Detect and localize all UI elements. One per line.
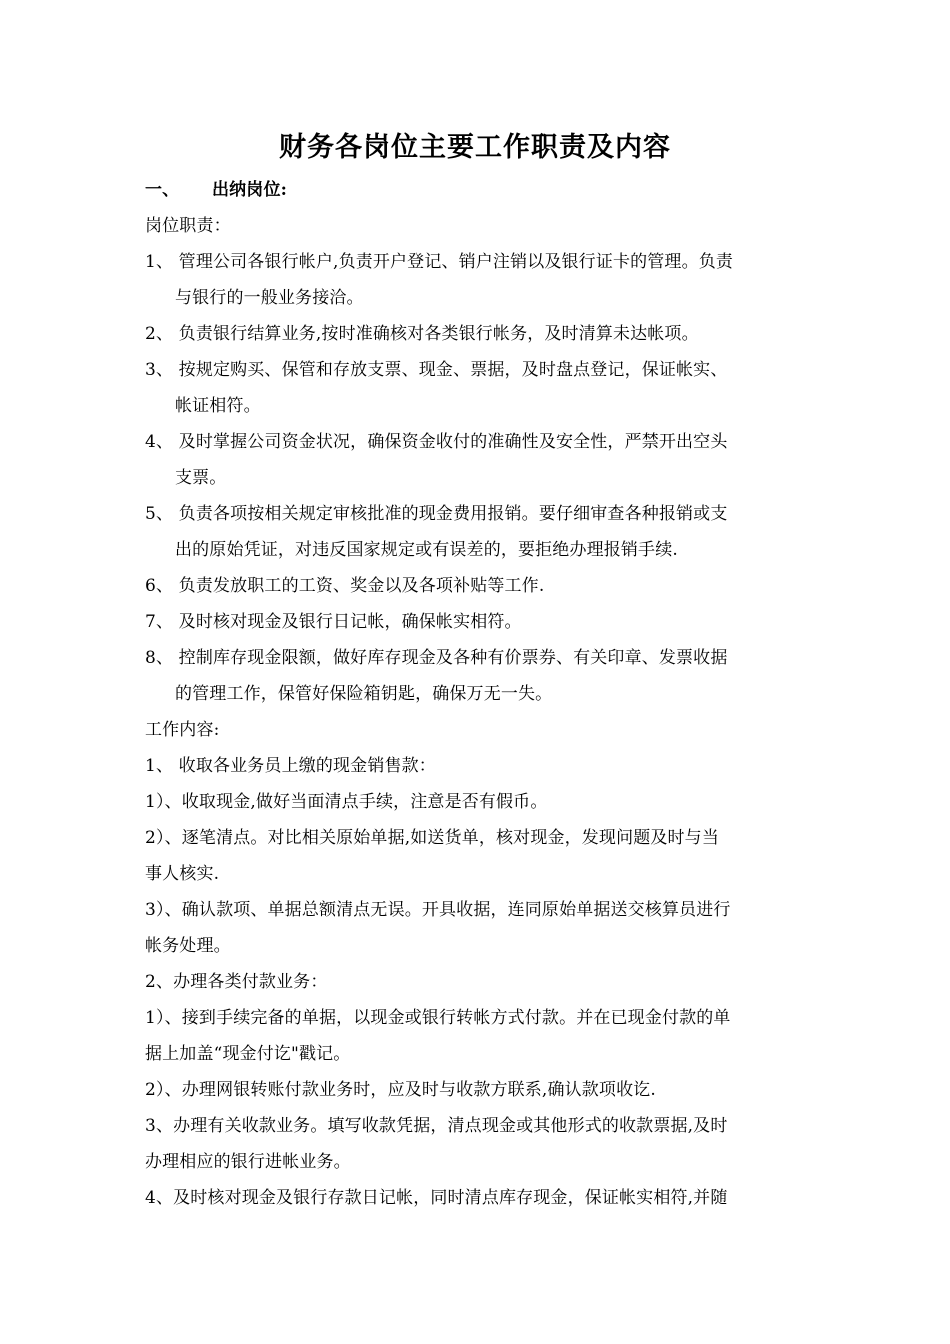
content-line: 办理相应的银行进帐业务。 (145, 1152, 351, 1172)
duty-line: 的管理工作，保管好保险箱钥匙，确保万无一失。 (175, 684, 553, 704)
content-line: 事人核实. (145, 864, 220, 884)
section-number: 一、 (145, 180, 180, 200)
content-line: 帐务处理。 (145, 936, 231, 956)
content-line: 1）、收取现金,做好当面清点手续，注意是否有假币。 (145, 792, 548, 812)
duty-line: 3、 按规定购买、保管和存放支票、现金、票据，及时盘点登记，保证帐实、 (145, 360, 728, 380)
duty-line: 1、 管理公司各银行帐户,负责开户登记、销户注销以及银行证卡的管理。负责 (145, 252, 734, 272)
duty-line: 支票。 (175, 468, 227, 488)
section-heading-cashier (145, 172, 810, 208)
duties-label: 岗位职责： (145, 216, 231, 236)
duty-line: 出的原始凭证，对违反国家规定或有误差的，要拒绝办理报销手续. (175, 540, 678, 560)
document-title: 财务各岗位主要工作职责及内容 (279, 132, 671, 163)
duty-line: 8、 控制库存现金限额，做好库存现金及各种有价票券、有关印章、发票收据 (145, 648, 728, 668)
duty-line: 与银行的一般业务接洽。 (175, 288, 364, 308)
content-line: 2）、办理网银转账付款业务时，应及时与收款方联系,确认款项收讫. (145, 1080, 656, 1100)
document-body (145, 172, 810, 1216)
content-line: 3、办理有关收款业务。填写收款凭据，清点现金或其他形式的收款票据,及时 (145, 1116, 728, 1136)
content-line: 1、 收取各业务员上缴的现金销售款： (145, 756, 436, 776)
content-line: 1）、接到手续完备的单据，以现金或银行转帐方式付款。并在已现金付款的单 (145, 1008, 731, 1028)
content-line: 2）、逐笔清点。对比相关原始单据,如送货单，核对现金，发现问题及时与当 (145, 828, 719, 848)
duty-line: 7、 及时核对现金及银行日记帐，确保帐实相符。 (145, 612, 522, 632)
content-label: 工作内容: (145, 720, 220, 740)
duty-line: 4、 及时掌握公司资金状况，确保资金收付的准确性及安全性，严禁开出空头 (145, 432, 728, 452)
duty-line: 2、 负责银行结算业务,按时准确核对各类银行帐务，及时清算未达帐项。 (145, 324, 699, 344)
duty-line: 5、 负责各项按相关规定审核批准的现金费用报销。要仔细审查各种报销或支 (145, 504, 728, 524)
content-line: 2、办理各类付款业务： (145, 972, 328, 992)
duty-line: 帐证相符。 (175, 396, 261, 416)
content-line: 据上加盖“现金付讫"戳记。 (145, 1044, 351, 1064)
content-line: 4、及时核对现金及银行存款日记帐，同时清点库存现金，保证帐实相符,并随 (145, 1188, 728, 1208)
section-title: 出纳岗位: (212, 180, 288, 200)
content-line: 3）、确认款项、单据总额清点无误。开具收据，连同原始单据送交核算员进行 (145, 900, 731, 920)
duty-line: 6、 负责发放职工的工资、奖金以及各项补贴等工作. (145, 576, 545, 596)
